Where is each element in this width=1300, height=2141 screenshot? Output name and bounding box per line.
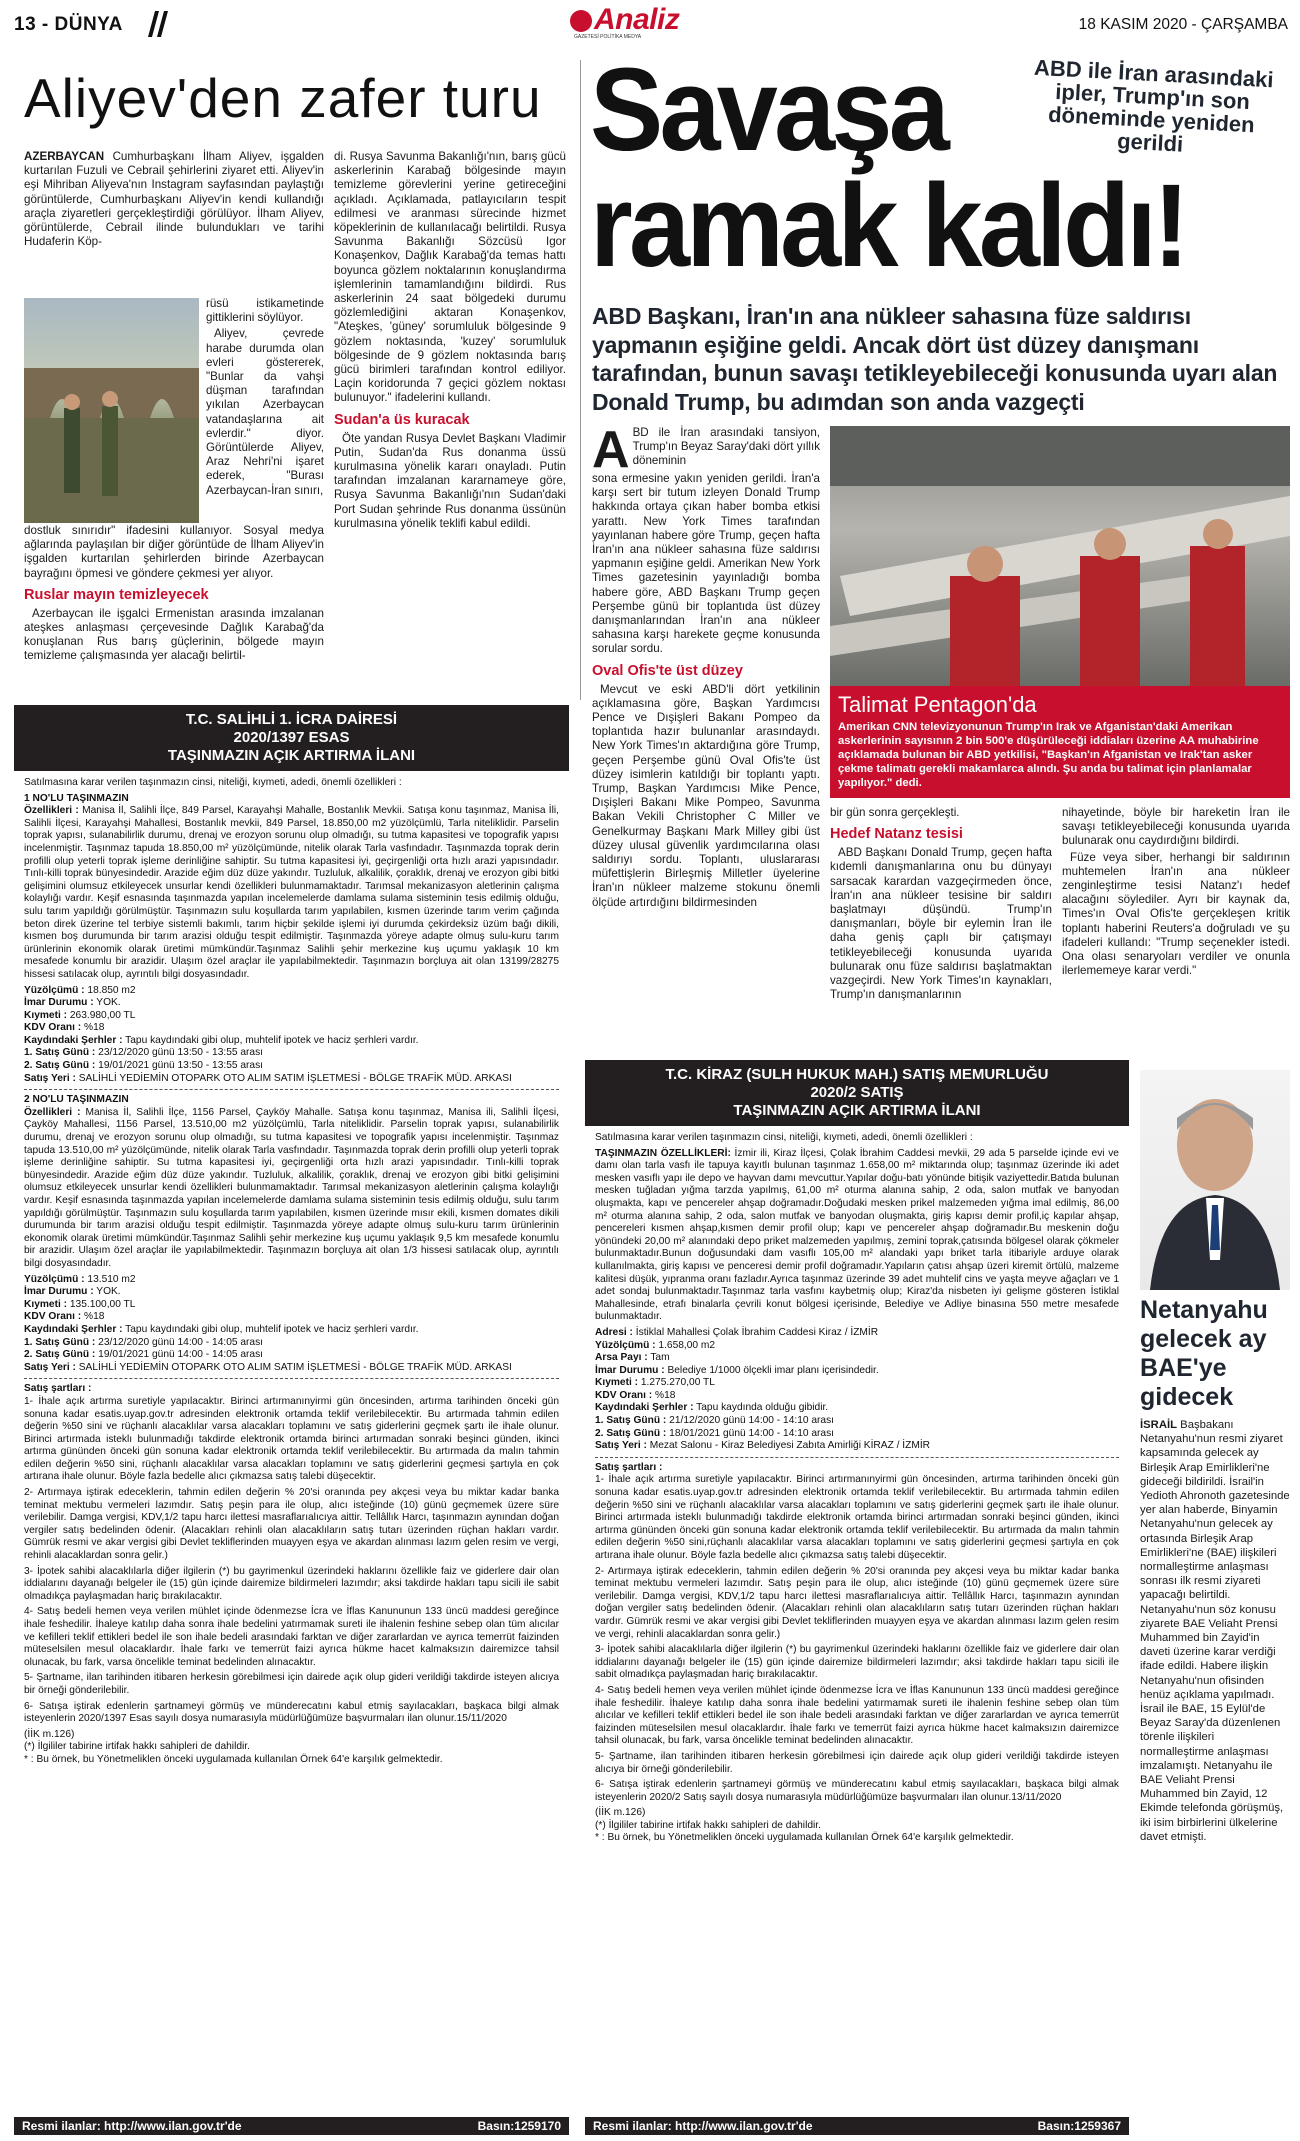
page-date: 18 KASIM 2020 - ÇARŞAMBA	[1078, 16, 1288, 33]
ad2-yer: Mezat Salonu - Kiraz Belediyesi Zabıta Amirliği KİRAZ / İZMİR	[649, 1440, 931, 1452]
logo-tagline: GAZETESİ POLİTİKA MEDYA	[574, 34, 642, 40]
ad1-t2-kdv-label: KDV Oranı :	[24, 1311, 82, 1323]
logo-text: Analiz	[594, 3, 680, 36]
savas-dropcap: A	[592, 421, 630, 479]
ad2-foot-right: Basın:1259367	[1037, 2119, 1121, 2133]
ad2-adres: İstiklal Mahallesi Çolak İbrahim Caddesi Kiraz / İZMİR	[635, 1326, 879, 1338]
ad1-t2-yer: SALİHLİ YEDİEMİN OTOPARK OTO ALIM SATIM İŞLETMESİ - BÖLGE TRAFİK MÜD. ARKASI	[78, 1361, 512, 1373]
missile-photo	[830, 426, 1290, 686]
ad1-t2-kayit: Tapu kaydındaki gibi olup, muhtelif ipotek ve haciz şerhleri vardır.	[125, 1323, 419, 1335]
ad2-s3: 3- İpotek sahibi alacaklılarla diğer ilgilerin (*) bu gayrimenkul üzerindeki haklarını özellikle faiz ve giderlere dair olan iddialarını dayanağı belgeler ile (15) gün içinde dairemize bildirmeleri lazımdır; aksi takdirde hakları tapu sicili ile sabit olmadıkça paylaşmadan hariç bırakılacaktır.	[595, 1644, 1119, 1681]
ad2-yuz-label: Yüzölçümü :	[595, 1339, 656, 1351]
portrait-icon	[1140, 1070, 1290, 1290]
ad1-t1-title: 1 NO'LU TAŞINMAZIN	[24, 792, 129, 804]
ad1-sartlar-title: Satış şartları :	[24, 1383, 92, 1395]
ad1-t2-satis2: 19/01/2021 günü 14:00 - 14:05 arası	[98, 1349, 264, 1361]
ad1-rule-2	[24, 1378, 559, 1379]
savas-p4: Füze veya siber, herhangi bir saldırının muhtemelen İran'ın ana nükleer zenginleştirme tesisi Natanz'ı hedef alacağını söylediler. Ayrı bir kaynak da, Times'ın Oval Ofis'te gerçekleşen kritik toplantı haberini Reuters'a doğruladı ve şu ifadeleri kullandı: "Trump seçenekler istedi. Ona olası senaryoları verdiler ve onunla ilerlememeye karar verdi."	[1062, 850, 1290, 978]
ad2-ozellik-label: TAŞINMAZIN ÖZELLİKLERİ:	[595, 1147, 731, 1159]
ad2-kdv: %18	[655, 1389, 676, 1401]
ad1-s1: 1- İhale açık artırma suretiyle yapılacaktır. Birinci artırmanınyirmi gün öncesinden, artırma tarihinden önceki gün sonuna kadar esatis.uyap.gov.tr adresinden elektronik ortamda teklif verilebilecektir. Bu artırmada tahmin edilen değerin %50 sini ve rüçhanlı alacaklılar varsa alacakları toplamını ve satış giderlerini geçmek şartı ile ihale olunur. Birinci artırmada isteklı bulunmadığı takdirde elektronik ortamda birinci artırmadan sonraki beşinci günden, ikinci artırma gününden önceki gün sonuna kadar elektronik ortamda teklif verilebilecektir. Bu artırmada da malın tahmin edilen değerin %50 sini, rüçhanlı alacaklılar varsa alacakları toplamını ve satış giderlerini geçmesi şartıyla en çok artırana ihale olunur. Böyle fazla bedelle alıcı çıkmazsa satış talebi düşecektir.	[24, 1395, 559, 1483]
ad2-yer-label: Satış Yeri :	[595, 1440, 647, 1452]
aliyev-col-2	[334, 150, 566, 533]
ad1-t1-yuz: 18.850 m2	[87, 984, 136, 996]
aliyev-p2b: dostluk sınırıdır" ifadesini kullanıyor. Sosyal medya ağlarında paylaşılan bir diğer görüntüde de İlham Aliyev'in işgalden kurtarılan şehirlerden birinde Azerbaycan bayrağını öpmesi ve göndere çekmesi yer alıyor.	[24, 524, 324, 580]
section-slash-icon	[142, 11, 170, 37]
netanyahu-lead-city: İSRAİL	[1140, 1419, 1178, 1431]
ad1-t1-kdv: %18	[84, 1022, 105, 1034]
aliyev-col-1	[24, 150, 324, 251]
ad1-t1-ozellik: Manisa İl, Salihli İlçe, 849 Parsel, Karayahşi Mahalle, Bostanlık Mevkii. Satışa konu taşınmaz, Manisa İli, Salihli İlçesi, Karayahşi Mahallesi, Bostanlık mevkii, 849 Parsel, 18.850,00 m2 yüzölçümlü, Tarla niteliklidir. Parselin toprak yapısı, sulanabilirlik durumu, drenaj ve erozyon sorunu olup olmadığı, su tutma kapasitesi ve topografik yapısı incelenmiştir. Taşınmaz tapuda 18.850,00 m² yüzölçümünde, nitelik olarak Tarla vasfındadır. Taşınmazda toprak derin profilli olup yeterli toprak işleme derinliğine sahiptir. Su tutma kapasitesi iyi, geçirgenliği orta hızlı arazi yapısındadır. Tınlı-killi toprak bünyesindedir. Arazide eğim düz düze yakındır. Tuzluluk, alkalilik, çoraklık, drenaj ve erozyon gibi bitki gelişimini olumsuz etkileyecek unsurlar kendi özellikleri bulunmamaktadır. Tarımsal mekanizasyon aletlerinin çalışma kolaylığı vardır. Keşif esnasında taşınmazda yapılan incelemelerde damlama sulama sisteminin tesis edilmiş olduğu, sulu tarım yapıldığı görülmüştür. Taşınmazın sulu koşullarda tarım yapılabilen, kısmen üzerinde tarım verim çağında beton direk üzerine tel terbiye sistemli bakımlı, tarım hiçbir şekilde işlemi iyi durumda çekirdeksiz üzüm bağı dikili, kısmen boş durumunda bir tarım arazisi olduğu tespit edilmiştir. Taşınmazda yöreye adapte olmuş sulu-kuru tarım ürünlerinin ekonomik olarak üretimi mümkündür.Taşınmaz Salihli şehir merkezine kuş uçumu yaklaşık 10 km mesafede konumlu bir arazidir. Ulaşım özel araçlar ile yapılabilmektedir. Taşınmazın borçluya ait olan 13199/28275 hissesi satılacak olup, ayrıntılı bilgi dosyasındadır.	[24, 805, 559, 980]
ad1-t2-imar-label: İmar Durumu :	[24, 1286, 94, 1298]
ad2-ozellik: İzmir ili, Kiraz İlçesi, Çolak İbrahim Caddesi mevkii, 29 ada 5 parselde içinde evi ve damı olan tarla vasfı ile tapuya kayıtlı bulunan taşınmaz 1.658,00 m² miktarında olup; taşınmaz üzerinde iki adet mesken vasıflı yapı ile depo ve hayvan damı mevcuttur.Yapılar doğu-batı yönünde bitişik vaziyettedir.Batıda bulunan mesken tuğladan yığma tarzda yapılmış, 61,00 m² oturma alanına sahip, 2 oda, salon mutfak ve banyodan oluşmakta, kapı ve pencereler ahşap doğramadır.Doğudaki mesken prikel malzemeden yığma imal edilmiş, 86,00 m² oturma alanına sahip, 2 oda, salon mutfak ve banyodan oluşmakta, giriş kapısı demir profil,iç kapılar ahşap, pencereleri kısmen ahşap,kısmen demir profil olup; kapı ve pencereler ahşap doğramadır.Bu meskenin doğu yönündeki 20,00 m² alanındaki depo priket malzemeden yapılmış, zemini toprak,çatısında bölgesel olarak çökmeler bulunmaktadır.Bunun doğusundaki dam vasıflı 105,00 m² alandaki yapı briket tarla itibariyle arduye olarak kullanılmakta, giriş kapısı ve penceresi demir profil doğramadır.Yapıların çatısı ahşap üzeri kiremit örtülü, malzeme kalitesi düşük, yıpranma oranı fazladır.Ayrıca taşınmaz üzerinde 39 adet muhtelif cins ve yaşta meyve ağaçları ve 1 adet sondaj bulunmaktadır.Taşınmaz tarla vasfını kaybetmiş olup; Kiraz'da nisbeten iyi gelişme gösteren İstiklal Mahallesinde, etrafı binalarla çevrili konut bölgesi içerisinde, Belediye ve Adliye binasına 550 metre mesafede bulunmaktadır.	[595, 1147, 1119, 1323]
ad1-rule	[24, 1089, 559, 1090]
aliyev-p2a: Aliyev, çevrede harabe durumda olan evleri göstererek, "Bunlar da vahşi düşman tarafından yıkılan Azerbaycan vatandaşlarına ait evlerdir." diyor. Görüntülerde Aliyev, Araz Nehri'ni işaret ederek, "Burası Azerbaycan-İran sınırı,	[206, 327, 324, 497]
ad1-head1: T.C. SALİHLİ 1. İCRA DAİRESİ	[185, 711, 398, 728]
ad2-satis2-label: 2. Satış Günü :	[595, 1427, 667, 1439]
aliyev-p1a: Cumhurbaşkanı İlham Aliyev, işgalden kurtarılan Fuzuli ve Cebrail şehirlerini ziyaret etti. Aliyev'in eşi Mihriban Aliyeva'nın Instagram sayfasından paylaştığı görüntülerde, Cumhurbaşkanı Aliyev'in kendi kullandığı araçla ziyaretleri gerçekleştirdiği görülüyor. İlham Aliyev, görüntülerde, Cebrail ilinde bulundukları ve tarihi Hudaferin Köp-	[24, 150, 324, 249]
savas-headline-1: Savaşa	[590, 44, 947, 176]
ad2-foot-left: Resmi ilanlar: http://www.ilan.gov.tr'de	[593, 2119, 813, 2133]
ad1-t2-satis1: 23/12/2020 günü 14:00 - 14:05 arası	[98, 1336, 264, 1348]
aliyev-p3b: di. Rusya Savunma Bakanlığı'nın, barış gücü askerlerinin Karabağ bölgesinde mayın temizleme görevlerini yerine getireceğini açıkladı. Açıklamada, patlayıcıların tespit edilmesi ve aranması sürecinde hizmet köpeklerinin de kullanılacağı belirtildi. Rusya Savunma Bakanlığı Sözcüsü Igor Konaşenkov, Dağlık Karabağ'da temas hattı boyunca gözlem noktalarının konuşlandırma işlemlerinin tamamlandığını bildirdi. Rus askerlerinin 24 saat bölgedeki durumu gözlemlediğini aktaran Konaşenkov, "Ateşkes, 'güney' sorumluluk bölgesinde 9 gözlem noktasında, 'kuzey' sorumluluk bölgesinde de 9 gözlem noktasında barış gücü birimleri tarafından kontrol ediliyor. Laçin koridorunda 7 geçici gözlem noktası bulunuyor." ifadelerini kullandı.	[334, 150, 566, 405]
ad1-t1-satis1-label: 1. Satış Günü :	[24, 1047, 96, 1059]
logo-block	[570, 4, 710, 40]
ad1-foot-left: Resmi ilanlar: http://www.ilan.gov.tr'de	[22, 2119, 242, 2133]
aliyev-p3a: Azerbaycan ile işgalci Ermenistan arasında imzalanan ateşkes anlaşması çerçevesinde Dağlık Karabağ'da konuşlanan Rus barış güçlerinin, bölgede mayın temizleme çalışmasında yer alacağı belirtil-	[24, 606, 324, 663]
ad2-kayit: Tapu kaydında olduğu gibidir.	[696, 1402, 829, 1414]
ad1-t2-yer-label: Satış Yeri :	[24, 1361, 76, 1373]
ad1-header	[14, 705, 569, 771]
ad2-imar-label: İmar Durumu :	[595, 1364, 665, 1376]
ad1-s4: 4- Satış bedeli hemen veya verilen mühlet içinde ödenmezse İcra ve İflas Kanununun 133 üncü maddesi gereğince ihale feshedilir. İhaleye katılıp daha sonra ihale bedelini yatırmamak sureti ile ihalenin feshine sebep olan tüm alıcılar ve kefilleri teklif ettikleri bedel ile son ihale bedeli arasındaki farktan ve diğer zararlardan ve ayrıca temerrüt faizinden müteselsilen mesul olacaklardır. İhale farkı ve temerrüt faizi ayrıca hükme hacet kalmaksızın dairemizce tahsil olunacak, bu fark, varsa öncelikle teminat bedelinden alınacaktır.	[24, 1606, 559, 1668]
ad2-ilk: (İİK m.126)	[595, 1807, 646, 1819]
savas-kicker: ABD ile İran arasındaki ipler, Trump'ın son döneminde yeniden gerildi	[1033, 54, 1275, 157]
ad1-t1-kdv-label: KDV Oranı :	[24, 1022, 82, 1034]
aliyev-sub1: Ruslar mayın temizleyecek	[24, 586, 209, 603]
savas-col-1	[592, 421, 820, 912]
aliyev-col-1b	[206, 297, 324, 500]
netanyahu-photo	[1140, 1070, 1290, 1290]
ad1-t1-kayit: Tapu kaydındaki gibi olup, muhtelif ipotek ve haciz şerhleri vardır.	[125, 1034, 419, 1046]
savas-sub2: Hedef Natanz tesisi	[830, 826, 963, 843]
ad1-s6: 6- Satışa iştirak edenlerin şartnameyi görmüş ve münderecatını kabul etmiş sayılacakları, başkaca bilgi almak isteyenlerin 2020/1397 Esas sayılı dosya numarasıyla müdürlüğümüze başvurmaları ilan olunur.15/11/2020	[24, 1700, 559, 1725]
ad1-s3: 3- İpotek sahibi alacaklılarla diğer ilgilerin (*) bu gayrimenkul üzerindeki haklarını özellikle faiz ve giderlere dair olan iddialarını dayanağı belgeler ile (15) gün içinde dairemize bildirmeleri lazımdır; aksi takdirde hakları tapu sicili ile sabit olmadıkça paylaşmadan hariç bırakılacaktır.	[24, 1565, 559, 1602]
ad1-t1-ozellik-label: Özellikleri :	[24, 805, 79, 817]
missile-photo-icon	[830, 426, 1290, 686]
ad1-t1-yer: SALİHLİ YEDİEMİN OTOPARK OTO ALIM SATIM İŞLETMESİ - BÖLGE TRAFİK MÜD. ARKASI	[78, 1072, 512, 1084]
ad1-t2-yuz-label: Yüzölçümü :	[24, 1273, 85, 1285]
ad1-note1: (*) İlgililer tabirine irtifak hakkı sahipleri de dahildir.	[24, 1741, 250, 1753]
ad1-t1-satis1: 23/12/2020 günü 13:50 - 13:55 arası	[98, 1047, 264, 1059]
ad2-header	[585, 1060, 1129, 1126]
netanyahu-body	[1140, 1418, 1290, 1846]
page-section: 13 - DÜNYA	[14, 14, 123, 35]
ad2-arsa: Tam	[650, 1352, 670, 1364]
ad1-ilk: (İİK m.126)	[24, 1728, 75, 1740]
ad2-satis1-label: 1. Satış Günü :	[595, 1415, 667, 1427]
savas-p2a: Mevcut ve eski ABD'li dört yetkilinin açıklamasına göre, Başkan Yardımcısı Pence ve Dışişleri Bakanı Pompeo da toplantıda hazır bulunanlar arasındaydı. New York Times'ın aktardığına göre Trump, geçen Perşembe günü Oval Ofis'te üst düzey isimlerin katıldığı bir toplantı yaptı. Trump, Başkan Yardımcısı Mike Pence, Dışişleri Bakanı Mike Pompeo, Savunma Bakan Vekili Christopher C Miller ve Genelkurmay Başkanı Mark Milley gibi üst düzey ulusal güvenlik yardımcılarına olası saldırıyı sordu. Toplantı, uluslararası müfettişlerin Birleşmiş Milletler üyelerine İran'ın nükleer malzeme stokunu önemli ölçüde artırdığını bildirmesinden	[592, 682, 820, 909]
ad1-t1-kiymet: 263.980,00 TL	[69, 1009, 136, 1021]
ad2-satis1: 21/12/2020 günü 14:00 - 14:10 arası	[669, 1415, 835, 1427]
ad1-intro: Satılmasına karar verilen taşınmazın cinsi, niteliği, kıymeti, adedi, önemli özellikleri :	[24, 777, 402, 788]
ad1-t1-imar-label: İmar Durumu :	[24, 997, 94, 1009]
savas-col-3	[1062, 806, 1290, 980]
ad2-s5: 5- Şartname, ilan tarihinden itibaren herkesin görebilmesi için dairede açık olup gideri verildiği takdirde isteyen alıcıya bir örneği gönderilebilir.	[595, 1750, 1119, 1775]
ad1-foot-right: Basın:1259170	[477, 2119, 561, 2133]
ad1-head2: 2020/1397 ESAS	[233, 729, 350, 746]
ad2-s6: 6- Satışa iştirak edenlerin şartnameyi görmüş ve münderecatını kabul etmiş sayılacakları, başkaca bilgi almak isteyenlerin 2020/2 Satış sayılı dosya numarasıyla müdürlüğümüze başvurmaları ilan olunur.13/11/2020	[595, 1779, 1119, 1803]
ad1-t2-imar: YOK.	[96, 1286, 121, 1298]
ad1-s5: 5- Şartname, ilan tarihinden itibaren herkesin görebilmesi için dairede açık olup gideri verildiği takdirde isteyen alıcıya bir örneği gönderilebilir.	[24, 1672, 559, 1696]
ad1-t1-satis2: 19/01/2021 günü 13:50 - 13:55 arası	[98, 1060, 264, 1072]
ad2-head1: T.C. KİRAZ (SULH HUKUK MAH.) SATIŞ MEMURLUĞU	[665, 1066, 1049, 1083]
ad-kiraz	[585, 1060, 1129, 2135]
ad2-s2: 2- Artırmaya iştirak edeceklerin, tahmin edilen değerin % 20'si oranında pey akçesi veya bu miktar kadar banka teminat mektubu vermeleri lazımdır. Satış peşin para ile olup, alıcı isteğinde (10) günü geçmemek üzere süre verilebilir. Damga vergisi, KDV,1/2 tapu harcı ilettesi masraflarıalıcıya aittir. Tellâllık Harcı, taşınmazın aynından doğan vergiler satış bedelinden ödenir. (Alacakları rehinli olan alacaklıların satış tutarı üzerinden rüçhan hakları vardır. Gümrük resmi ve akar vergisi gibi Devlet tekliflerinden muayyen eşya ve akardan alınması lazım gelen resim ve vergi, rehinli alacaklardan sonra gelir.)	[595, 1565, 1119, 1640]
ad2-kiymet: 1.275.270,00 TL	[640, 1377, 715, 1389]
ad1-t2-kdv: %18	[84, 1311, 105, 1323]
ad1-t2-kayit-label: Kaydındaki Şerhler :	[24, 1323, 123, 1335]
ad2-body	[585, 1126, 1129, 2110]
aliyev-photo	[24, 298, 199, 523]
ad2-kiymet-label: Kıymeti :	[595, 1377, 639, 1389]
savas-p3a: ABD Başkanı Donald Trump, geçen hafta kıdemli danışmanlarına onu bu dünyayı sarsacak karardan vazgeçirmeden önce, İran'ın ana nükleer tesisine bir saldırı başlatmayı düşündü. Trump'ın danışmanları, böyle bir eylemin İran ile daha geniş çaplı bir çatışmayı tetikleyebileceği konusunda uyarıda bulunarak onu füze saldırısı başlatmaktan vazgeçirdi. New York Times'ın kaynakları, Trump'ın danışmanlarının	[830, 846, 1052, 1002]
ad2-kdv-label: KDV Oranı :	[595, 1389, 653, 1401]
savas-p1b: sona ermesine yakın yeniden gerildi. İran'a karşı sert bir tutum izleyen Donald Trump hakkında ortaya çıkan haber bomba etkisi yarattı. New York Times tarafından yayınlanan habere göre Trump, geçen hafta İran'ın ana nükleer sahasına füze saldırısı yapmanın eşiğine geldi. Amerikan New York Times gazetesinin yayınladığı bomba habere göre, ABD Başkanı Trump geçen Perşembe günü bir toplantıda üst düzey danışmanlarından İran'ın ana nükleer sahasına karşı harekete geçme konusunda sorular sordu.	[592, 472, 820, 656]
ad1-body	[14, 771, 569, 2109]
photo-caption-text: Amerikan CNN televizyonunun Trump'ın Irak ve Afganistan'daki Amerikan askerlerinin sayısının 2 bin 500'e düşürüleceği iddiaları üzerine AA muhabirine açıklamada bulunan bir ABD yetkilisi, "Başkan'ın Afganistan ve Irak'tan asker çekme talimatı gerekli makamlarca alındı. Şu anda bu talimat için planlamalar yapılıyor." dedi.	[838, 721, 1259, 789]
ad1-t2-yuz: 13.510 m2	[87, 1273, 136, 1285]
ad1-s2: 2- Artırmaya iştirak edeceklerin, tahmin edilen değerin % 20'si oranında pey akçesi veya bu miktar kadar banka teminat mektubu vermeleri lazımdır. Satış peşin para ile olup, alıcı isteğinde (10) günü geçmemek üzere süre verilebilir. Damga vergisi, KDV,1/2 tapu harcı ilettesi masraflarıalıcıya aittir. Tellâllık Harcı, taşınmazın aynından doğan vergiler satış bedelinden ödenir. (Alacakları rehinli olan alacaklıların satış tutarı üzerinden rüçhan hakları vardır. Gümrük resmi ve akar vergisi gibi Devlet tekliflerinden muayyen eşya ve akardan alınması lazım gelen resim ve vergi, rehinli alacaklardan sonra gelir.)	[24, 1487, 559, 1562]
ad2-intro: Satılmasına karar verilen taşınmazın cinsi, niteliği, kıymeti, adedi, önemli özellikleri :	[595, 1132, 973, 1143]
ad2-imar: Belediye 1/1000 ölçekli imar planı içerisindedir.	[667, 1364, 879, 1376]
netanyahu-p1: Başbakanı Netanyahu'nun resmi ziyaret kapsamında gelecek ay Birleşik Arap Emirlikleri'ne gideceği bildirildi. İsrail'in Yedioth Ahronoth gazetesinde yer alan haberde, Binyamin Netanyahu'nun gelecek ay ortasında Birleşik Arap Emirlikleri'ne (BAE) ilişkileri normalleştirme anlaşması sonrası ilk resmi ziyareti yapacağı belirtildi. Netanyahu'nun söz konusu ziyarete BAE Veliaht Prensi Muhammed bin Zayid'in daveti üzerine karar verdiği ifade edildi. Habere ilişkin Netanyahu'nun ofisinden henüz açıklama yapılmadı. İsrail ile BAE, 15 Eylül'de Beyaz Saray'da düzenlenen törenle ilişkileri normalleştirme anlaşması imzalamıştı. Netanyahu ile BAE Veliaht Prensi Muhammed bin Zayid, 12 Ekimde telefonda görüşmüş, iki isim birbirlerini ülkelerine davet etmişti.	[1140, 1419, 1290, 1843]
savas-spot: ABD Başkanı, İran'ın ana nükleer sahasına füze saldırısı yapmanın eşiğine geldi. Ancak dört üst düzey danışmanı tarafından, bunun savaşı tetikleyebileceği konusunda uyarı alan Donald Trump, bu adımdan son anda vazgeçti	[592, 303, 1278, 415]
ad2-head2: 2020/2 SATIŞ	[810, 1084, 904, 1101]
ad2-arsa-label: Arsa Payı :	[595, 1352, 648, 1364]
ad1-t1-kiymet-label: Kıymeti :	[24, 1009, 68, 1021]
ad1-t1-yuz-label: Yüzölçümü :	[24, 984, 85, 996]
ad1-t2-ozellik: Manisa İl, Salihli İlçe, 1156 Parsel, Çayköy Mahalle. Satışa konu taşınmaz, Manisa ili, Salihli İlçesi, Çayköy Mahallesi, 1156 Parsel, 13.510,00 m2 yüzölçümlü, Tarla niteliklidir. Parselin toprak yapısı, sulanabilirlik durumu, drenaj ve erozyon sorunu olup olmadığı, su tutma kapasitesi ve topografik yapısı incelenmiştir. Taşınmaz tapuda 13.510,00 m² yüzölçümünde, nitelik olarak Tarla vasfındadır. Taşınmazda toprak derin profilli olup yeterli toprak işleme derinliğine sahiptir. Su tutma kapasitesi iyi, geçirgenliği orta hızlı arazi yapısındadır. Tınlı-killi toprak bünyesindedir. Arazide eğim düz düze yakındır. Tuzluluk, alkalilik, çoraklık, drenaj ve erozyon gibi bitki gelişimini olumsuz etkileyecek unsurlar kendi özellikleri bulunmamaktadır. Tarımsal mekanizasyon aletlerinin çalışma kolaylığı vardır. Keşif esnasında taşınmazda yapılan incelemelerde damlama sulama sisteminin tesis edilmiş olduğu, sulu tarım yapıldığı görülmüştür. Taşınmazın sulu koşullarda tarım yapılabilen, kısmen üzerinde mısır ekili, kısmen domates dikili durumunda bir tarım arazisi olduğu tespit edilmiştir. Taşınmazda yöreye adapte olmuş sulu-kuru tarım ürünlerinin ekonomik olarak üretimi mümkündür.Taşınmaz Salihli şehir merkezine kuş uçumu yaklaşık 9,5 km mesafede konumlu bir arazidir. Ulaşım özel araçlar ile yapılabilmektedir. Taşınmazın borçluya ait olan 1/3 hissesi satılacak olup, ayrıntılı bilgi dosyasındadır.	[24, 1106, 559, 1269]
ad2-s4: 4- Satış bedeli hemen veya verilen mühlet içinde ödenmezse İcra ve İflas Kanununun 133 üncü maddesi gereğince ihale feshedilir. İhaleye katılıp daha sonra ihale bedelini yatırmamak sureti ile ihalenin feshine sebep olan tüm alıcılar ve kefilleri teklif ettikleri bedel ile son ihale bedeli arasındaki farktan ve diğer zararlardan ve ayrıca temerrüt faizinden müteselsilen mesul olacaklardır. İhale farkı ve temerrüt faizi ayrıca hükme hacet kalmaksızın dairemizce tahsil olunacak, bu fark, varsa öncelikle teminat bedelinden alınacaktır.	[595, 1684, 1119, 1747]
ad1-note2: * : Bu örnek, bu Yönetmeliklen önceki uygulamada kullanılan Örnek 64'e karşılık gelmektedir.	[24, 1753, 443, 1765]
ad2-adres-label: Adresi :	[595, 1326, 633, 1338]
ad1-t1-imar: YOK.	[96, 997, 121, 1009]
ad1-t2-satis2-label: 2. Satış Günü :	[24, 1349, 96, 1361]
netanyahu-title: Netanyahu gelecek ay BAE'ye gidecek	[1140, 1296, 1268, 1411]
aliyev-title: Aliyev'den zafer turu	[24, 67, 542, 129]
ad1-t2-kiymet-label: Kıymeti :	[24, 1298, 68, 1310]
photo-caption-box	[830, 686, 1290, 798]
savas-col-2	[830, 806, 1052, 1004]
ad2-sartlar-title: Satış şartları :	[595, 1461, 663, 1473]
ad1-footer	[14, 2117, 569, 2135]
ad2-s1: 1- İhale açık artırma suretiyle yapılacaktır. Birinci artırmanınyirmi gün öncesinden, artırma tarihinden önceki gün sonuna kadar esatis.uyap.gov.tr adresinden elektronik ortamda teklif verilebilecektir. Bu artırmada tahmin edilen değerin %50 sini ve rüçhanlı alacaklılar varsa alacakları toplamını ve satış giderlerini geçmek şartı ile ihale olunur. Birinci artırmada isteklı bulunmadığı takdirde elektronik ortamda birinci artırmadan sonraki beşinci günden, ikinci artırma gününden önceki gün sonuna kadar elektronik ortamda teklif verilebilecektir. Bu artırmada da malın tahmin edilen değerin %50 sini,rüçhanlı alacaklılar varsa alacakları toplamını ve satış giderlerini geçmesi şartıyla en çok artırana ihale olunur. Böyle fazla bedelle alıcı çıkmazsa satış talebi düşecektir.	[595, 1474, 1119, 1561]
ad2-note1: (*) İlgililer tabirine irtifak hakkı sahipleri de dahildir.	[595, 1819, 821, 1831]
ad1-t2-title: 2 NO'LU TAŞINMAZIN	[24, 1094, 129, 1106]
photo-caption-title: Talimat Pentagon'da	[838, 692, 1037, 717]
aliyev-lead-city: AZERBAYCAN	[24, 150, 105, 163]
aliyev-sub2: Sudan'a üs kuracak	[334, 411, 470, 428]
ad2-head3: TAŞINMAZIN AÇIK ARTIRMA İLANI	[733, 1102, 981, 1119]
savas-p1a: BD ile İran arasındaki tansiyon, Trump'ın Beyaz Saray'daki dört yıllık döneminin	[632, 426, 820, 468]
savas-p3b: nihayetinde, böyle bir hareketin İran ile savaşı tetikleyebileceği konusunda uyarıda bulunarak onu caydırdığını bildirdi.	[1062, 806, 1290, 848]
ad2-yuz: 1.658,00 m2	[658, 1339, 716, 1351]
aliyev-divider	[580, 60, 581, 700]
ad1-head3: TAŞINMAZIN AÇIK ARTIRMA İLANI	[167, 747, 416, 764]
ad1-t1-satis2-label: 2. Satış Günü :	[24, 1060, 96, 1072]
ad1-t2-satis1-label: 1. Satış Günü :	[24, 1336, 96, 1348]
ad1-t1-yer-label: Satış Yeri :	[24, 1072, 76, 1084]
ad-salihli	[14, 705, 569, 2135]
savas-p2b: bir gün sonra gerçekleşti.	[830, 806, 960, 819]
ad1-t2-ozellik-label: Özellikleri :	[24, 1106, 81, 1118]
ad2-kayit-label: Kaydındaki Şerhler :	[595, 1402, 694, 1414]
ad2-note2: * : Bu örnek, bu Yönetmeliklen önceki uygulamada kullanılan Örnek 64'e karşılık gelmektedir.	[595, 1832, 1014, 1844]
ad2-satis2: 18/01/2021 günü 14:00 - 14:10 arası	[669, 1427, 835, 1439]
savas-headline-2: ramak kaldı!	[590, 160, 1186, 292]
aliyev-p1b: rüsü istikametinde gittiklerini söylüyor.	[206, 297, 324, 325]
page-header	[14, 3, 1288, 42]
logo-mark-icon	[570, 10, 592, 32]
aliyev-p4: Öte yandan Rusya Devlet Başkanı Vladimir Putin, Sudan'da Rus donanma üssü kurulmasına yönelik kararı onayladı. Putin tarafından imzalanan kararnameye göre, Rusya Savunma Bakanlığı'nın Sudan'daki Port Sudan şehrinde Rus donanma üssünün kurulmasına yönelik teklifi kabul edildi.	[334, 431, 566, 530]
ad2-rule	[595, 1457, 1119, 1458]
ad1-t1-kayit-label: Kaydındaki Şerhler :	[24, 1034, 123, 1046]
aliyev-col-1c	[24, 524, 324, 666]
ad1-t2-kiymet: 135.100,00 TL	[69, 1298, 136, 1310]
ad2-footer	[585, 2117, 1129, 2135]
savas-sub1: Oval Ofis'te üst düzey	[592, 662, 743, 679]
bridge-photo-icon	[24, 298, 199, 523]
